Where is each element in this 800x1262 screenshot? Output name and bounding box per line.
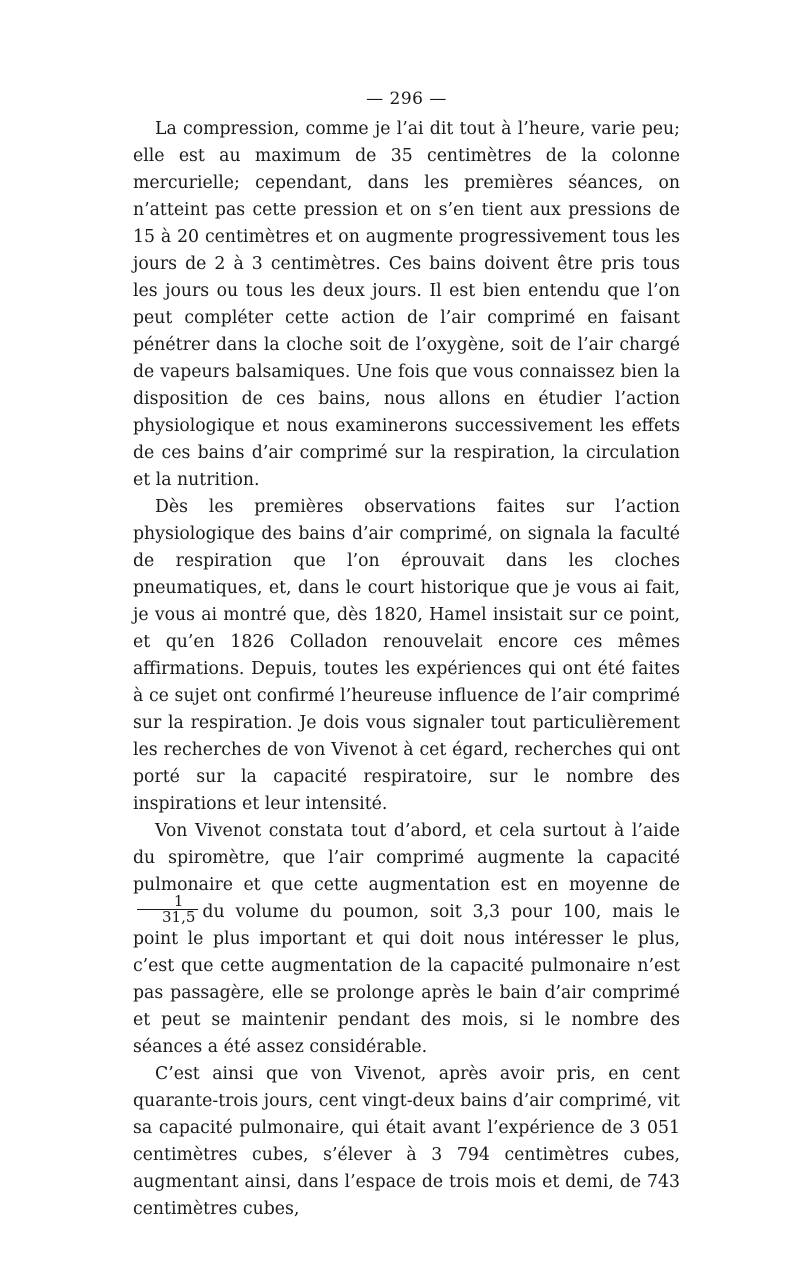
paragraph-vivenot-results: C’est ainsi que von Vivenot, après avoir pris, en cent quarante-trois jours, cent vingt-deux bains d’air comprimé, vit sa capacité pulmonaire, qui était avant l’expérience de 3 051 centimètres cubes, s’élever à 3 794 centimètres cubes, augmentant ainsi, dans l’espace de trois mois et demi, de 743 centimètres cubes, (133, 1064, 680, 1219)
paragraph-vivenot-capacity (133, 818, 680, 1061)
paragraph-vivenot-before: Von Vivenot constata tout d’abord, et cela surtout à l’aide du spiromètre, que l’air comprimé augmente la capacité pulmonaire et que cette augmentation est en moyenne de (133, 821, 680, 895)
fraction-denominator: 31,5 (162, 908, 196, 926)
paragraph-observations: Dès les premières observations faites sur l’action physiologique des bains d’air comprimé, on signala la faculté de respiration que l’on éprouvait dans les cloches pneumatiques, et, dans le court historique que je vous ai fait, je vous ai montré que, dès 1820, Hamel insistait sur ce point, et qu’en 1826 Colladon renouvelait encore ces mêmes affirmations. Depuis, toutes les expériences qui ont été faites à ce sujet ont confirmé l’heureuse influence de l’air comprimé sur la respiration. Je dois vous signaler tout particulièrement les recherches de von Vivenot à cet égard, recherches qui ont porté sur la capacité respiratoire, sur le nombre des inspirations et leur intensité. (133, 497, 680, 814)
fraction (137, 894, 198, 925)
paragraph-vivenot-after: du volume du poumon, soit 3,3 pour 100, mais le point le plus important et qui doit nous intéresser le plus, c’est que cette augmentation de la capacité pulmonaire n’est pas passagère, elle se prolonge après le bain d’air comprimé et peut se maintenir pendant des mois, si le nombre des séances a été assez considérable. (133, 902, 680, 1057)
book-page (133, 86, 680, 1223)
paragraph-compression: La compression, comme je l’ai dit tout à l’heure, varie peu; elle est au maximum de 35 centimètres de la colonne mercurielle; cependant, dans les premières séances, on n’atteint pas cette pression et on s’en tient aux pressions de 15 à 20 centimètres et on augmente progressivement tous les jours de 2 à 3 centimètres. Ces bains doivent être pris tous les jours ou tous les deux jours. Il est bien entendu que l’on peut compléter cette action de l’air comprimé en faisant pénétrer dans la cloche soit de l’oxygène, soit de l’air chargé de vapeurs balsamiques. Une fois que vous connaissez bien la disposition de ces bains, nous allons en étudier l’action physiologique et nous examinerons successivement les effets de ces bains d’air comprimé sur la respiration, la circulation et la nutrition. (133, 119, 680, 490)
fraction-numerator: 1 (137, 894, 198, 910)
page-number: — 296 — (366, 89, 447, 109)
